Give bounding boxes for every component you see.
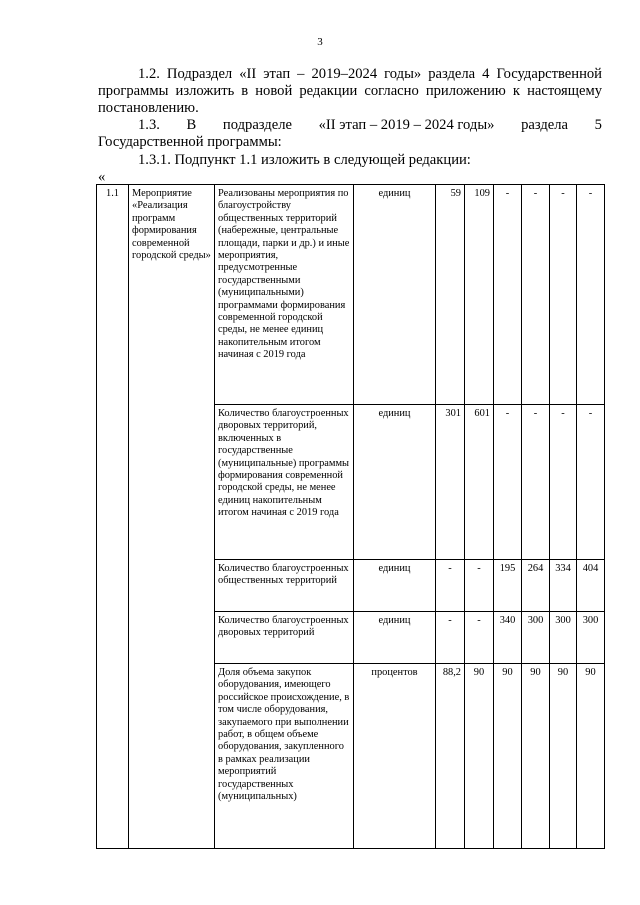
paragraph-1-3-line-1 — [98, 117, 602, 134]
value-cell: - — [436, 612, 465, 664]
page-number: 3 — [317, 36, 323, 48]
value-cell: 300 — [550, 612, 577, 664]
value-cell: - — [550, 185, 577, 405]
unit-cell: единиц — [354, 405, 436, 560]
p2-word-5: раздела — [521, 117, 569, 133]
unit-cell: единиц — [354, 612, 436, 664]
value-cell: 90 — [550, 664, 577, 849]
value-cell: 90 — [465, 664, 494, 849]
value-cell: 301 — [436, 405, 465, 560]
value-cell: 195 — [494, 560, 522, 612]
table-row — [97, 185, 605, 405]
indicator-cell: Доля объема закупок оборудования, имеющего российское происхождение, в том числе оборудования, закупаемого при выполнении работ, в общем объеме оборудования, закупленного в рамках реализации мероприятий государственных (муниципальных) — [215, 664, 354, 849]
value-cell: 59 — [436, 185, 465, 405]
paragraph-1-3-1: 1.3.1. Подпункт 1.1 изложить в следующей редакции: — [138, 152, 471, 168]
value-cell: - — [577, 405, 605, 560]
value-cell: 109 — [465, 185, 494, 405]
indicator-cell: Реализованы мероприятия по благоустройству общественных территорий (набережные, центральные площади, парки и др.) и иные мероприятия, предусмотренные государственными (муниципальными) программами формирования современной городской среды, не менее единиц накопительным итогом начиная с 2019 года — [215, 185, 354, 405]
p2-word-1: 1.3. — [138, 117, 160, 133]
value-cell: 404 — [577, 560, 605, 612]
value-cell: 601 — [465, 405, 494, 560]
value-cell: - — [577, 185, 605, 405]
unit-cell: единиц — [354, 185, 436, 405]
value-cell: - — [522, 405, 550, 560]
p2-word-3: подразделе — [222, 117, 292, 133]
indicator-cell: Количество благоустроенных общественных территорий — [215, 560, 354, 612]
value-cell: - — [494, 185, 522, 405]
indicators-table — [96, 184, 605, 849]
value-cell: - — [550, 405, 577, 560]
value-cell: 340 — [494, 612, 522, 664]
value-cell: 334 — [550, 560, 577, 612]
value-cell: 90 — [494, 664, 522, 849]
paragraph-1-2: 1.2. Подраздел «II этап – 2019–2024 годы» раздела 4 Государственной программы изложить в новой редакции согласно приложению к настоящему постановлению. — [98, 66, 602, 116]
p2-word-4: «II этап – 2019 – 2024 годы» — [318, 117, 495, 133]
unit-cell: единиц — [354, 560, 436, 612]
p2-word-2: В — [186, 117, 197, 133]
p2-word-6: 5 — [594, 117, 602, 133]
indicator-cell: Количество благоустроенных дворовых территорий, включенных в государственные (муниципальные) программы формирования современной городской среды, не менее единиц накопительным итогом начиная с 2019 года — [215, 405, 354, 560]
opening-quote-mark: « — [98, 169, 106, 185]
value-cell: 300 — [522, 612, 550, 664]
event-name: Мероприятие «Реализация программ формирования современной городской среды» — [129, 185, 215, 849]
value-cell: - — [522, 185, 550, 405]
paragraph-1-3-line-2: Государственной программы: — [98, 134, 282, 150]
paragraph-1-3 — [98, 117, 602, 151]
value-cell: - — [436, 560, 465, 612]
unit-cell: процентов — [354, 664, 436, 849]
indicator-cell: Количество благоустроенных дворовых территорий — [215, 612, 354, 664]
value-cell: 88,2 — [436, 664, 465, 849]
value-cell: 90 — [577, 664, 605, 849]
value-cell: - — [465, 560, 494, 612]
value-cell: - — [465, 612, 494, 664]
value-cell: 90 — [522, 664, 550, 849]
value-cell: 300 — [577, 612, 605, 664]
item-number: 1.1 — [97, 185, 129, 849]
value-cell: 264 — [522, 560, 550, 612]
value-cell: - — [494, 405, 522, 560]
